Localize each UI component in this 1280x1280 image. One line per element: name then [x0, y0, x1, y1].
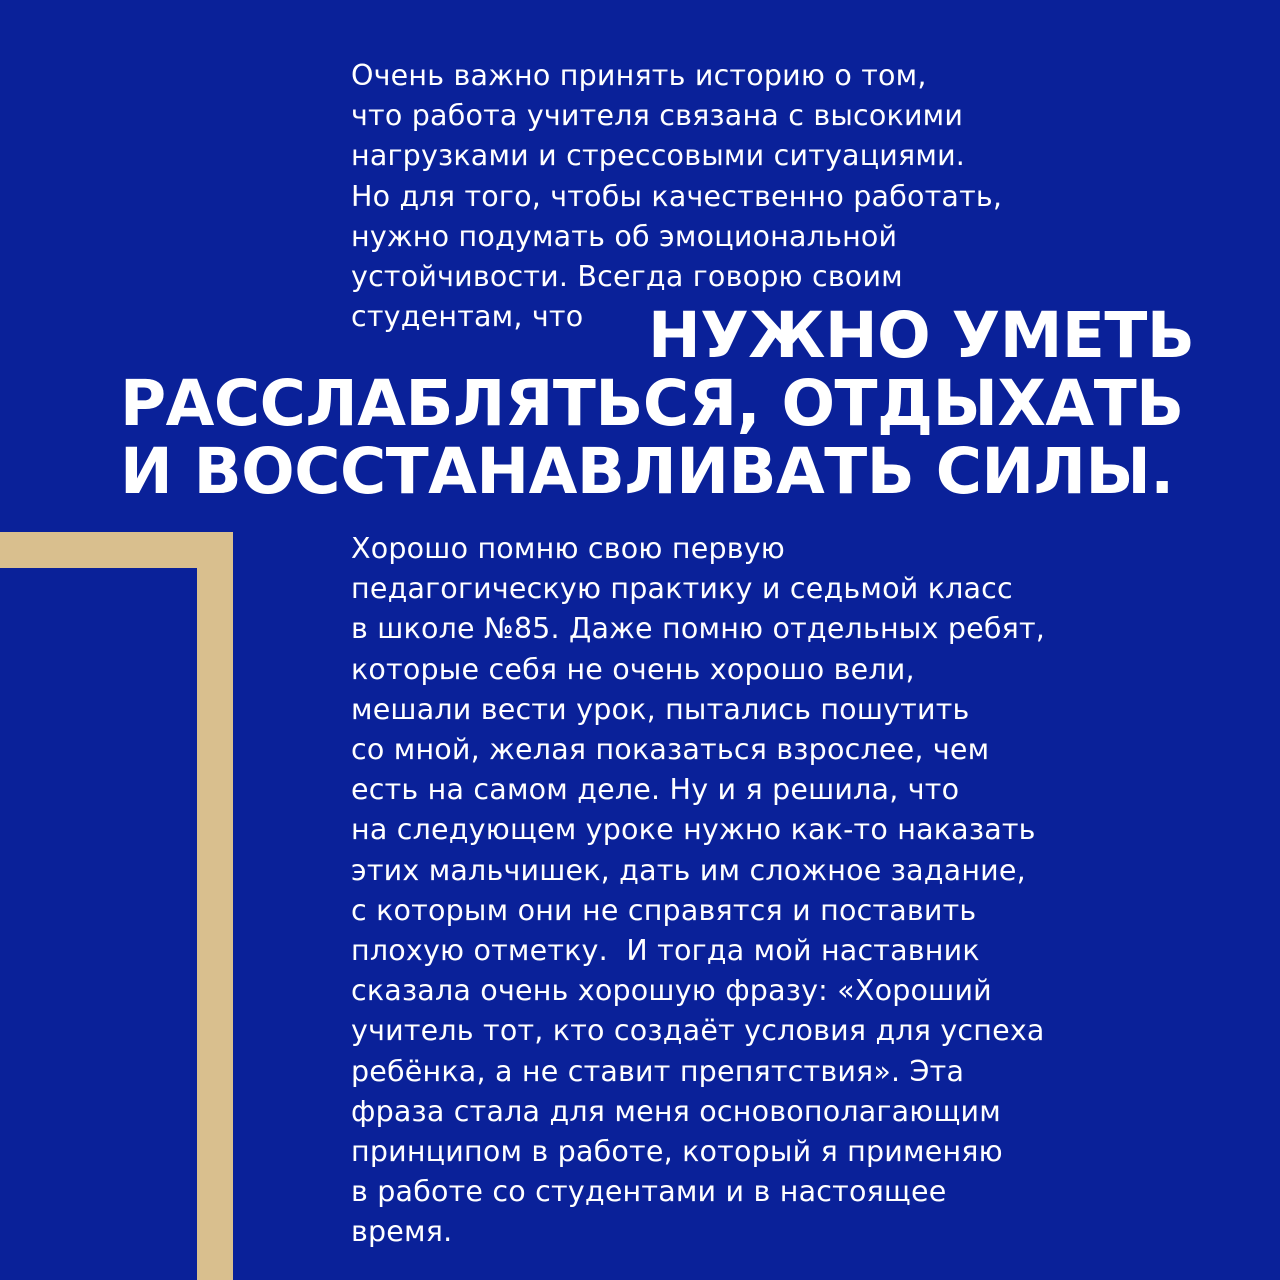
story-line: в школе №85. Даже помню отдельных ребят, [351, 612, 1046, 646]
story-paragraph [351, 529, 1151, 1253]
story-line: на следующем уроке нужно как-то наказать [351, 813, 1036, 847]
story-line: со мной, желая показаться взрослее, чем [351, 733, 990, 767]
decorative-frame-cutout [0, 568, 197, 1280]
story-line: педагогическую практику и седьмой класс [351, 572, 1013, 606]
story-line: время. [351, 1215, 453, 1249]
highlight-line-2: РАССЛАБЛЯТЬСЯ, ОТДЫХАТЬ [120, 367, 1184, 440]
story-line: Хорошо помню свою первую [351, 532, 785, 565]
story-line: плохую отметку. И тогда мой наставник [351, 934, 980, 968]
story-line: фраза стала для меня основополагающим [351, 1094, 1001, 1128]
intro-line: Но для того, чтобы качественно работать, [351, 179, 1003, 213]
intro-line: Очень важно принять историю о том, [351, 59, 927, 92]
story-line: этих мальчишек, дать им сложное задание, [351, 853, 1026, 887]
story-line: учитель тот, кто создаёт условия для успеха [351, 1014, 1045, 1048]
highlight-line-1: НУЖНО УМЕТЬ [648, 299, 1195, 372]
intro-line: устойчивости. Всегда говорю своим [351, 260, 903, 294]
highlight-line-3: И ВОССТАНАВЛИВАТЬ СИЛЫ. [120, 435, 1174, 508]
story-line: которые себя не очень хорошо вели, [351, 652, 915, 686]
story-line: принципом в работе, который я применяю [351, 1135, 1003, 1169]
intro-line: нужно подумать об эмоциональной [351, 219, 898, 253]
story-line: в работе со студентами и в настоящее [351, 1175, 947, 1209]
story-line: есть на самом деле. Ну и я решила, что [351, 773, 960, 807]
story-line: ребёнка, а не ставит препятствия». Эта [351, 1054, 965, 1088]
intro-line: студентам, что [351, 300, 584, 334]
story-line: с которым они не справятся и поставить [351, 893, 977, 927]
story-line: сказала очень хорошую фразу: «Хороший [351, 974, 992, 1008]
story-line: мешали вести урок, пытались пошутить [351, 692, 970, 726]
intro-paragraph [351, 56, 1071, 337]
intro-line: нагрузками и стрессовыми ситуациями. [351, 139, 966, 173]
intro-line: что работа учителя связана с высокими [351, 99, 964, 133]
